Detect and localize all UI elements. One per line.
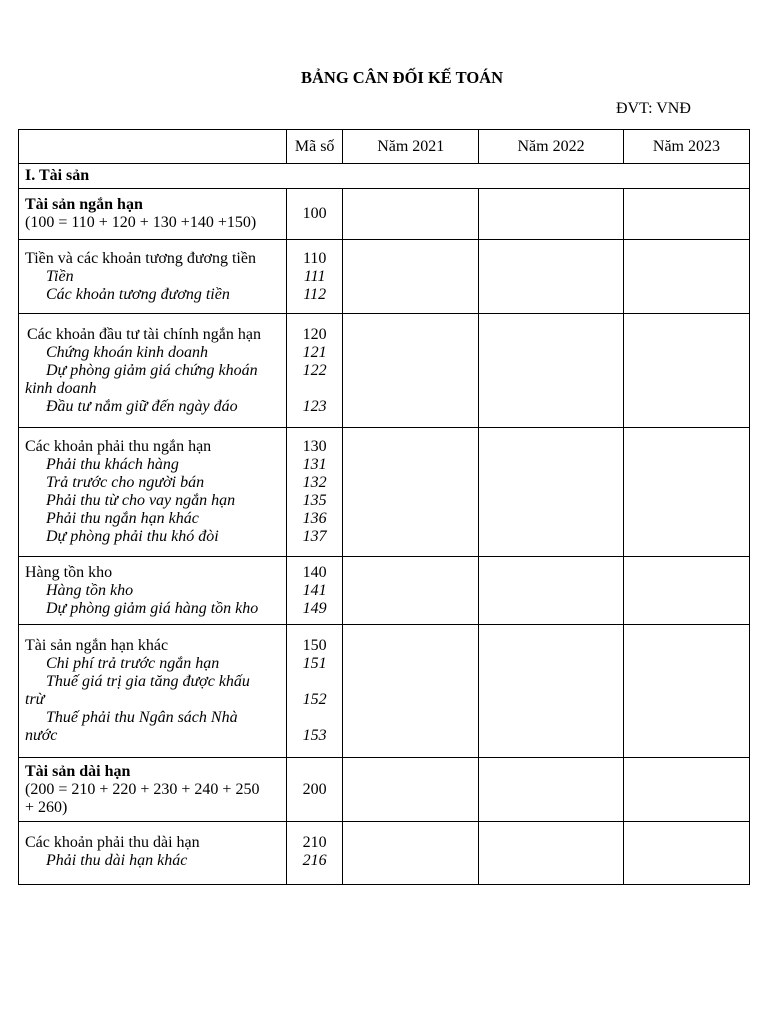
row-label: Các khoản đầu tư tài chính ngắn hạn (27, 325, 261, 343)
cell-2023 (623, 557, 749, 625)
cell-2021 (343, 758, 479, 822)
table-header-row (19, 130, 750, 164)
row-code: 200 (286, 758, 342, 822)
sub-code: 135 (302, 492, 327, 509)
row-label: Tài sản dài hạn (25, 762, 131, 780)
cell-2021 (343, 189, 479, 240)
currency-unit: ĐVT: VNĐ (616, 100, 691, 117)
cell-2021 (343, 557, 479, 625)
row-label-cell (19, 428, 287, 557)
table-row (19, 314, 750, 428)
sub-item-line: Thuế phải thu Ngân sách Nhà (46, 709, 238, 726)
row-code-cell (286, 822, 342, 885)
row-label: Tiền và các khoản tương đương tiền (25, 249, 256, 267)
cell-2022 (479, 625, 624, 758)
document-title: BẢNG CÂN ĐỐI KẾ TOÁN (300, 68, 503, 87)
row-label-cell (19, 240, 287, 314)
sub-item: Chi phí trả trước ngắn hạn (46, 655, 220, 672)
header-year-2022: Năm 2022 (479, 130, 624, 164)
cell-2022 (479, 240, 624, 314)
sub-code: 131 (302, 456, 327, 473)
row-label: Tài sản ngắn hạn khác (25, 637, 169, 654)
cell-2022 (479, 822, 624, 885)
sub-item-line: nước (25, 727, 58, 744)
cell-2023 (623, 625, 749, 758)
sub-code: 136 (302, 510, 327, 527)
row-label-cell (19, 189, 287, 240)
row-code-cell (286, 557, 342, 625)
header-code: Mã số (286, 130, 342, 164)
code-spacer (287, 709, 342, 727)
cell-2023 (623, 189, 749, 240)
cell-2021 (343, 625, 479, 758)
row-label: Các khoản phải thu ngắn hạn (25, 438, 212, 455)
sub-item: Phải thu dài hạn khác (46, 852, 188, 869)
sub-code: 141 (302, 581, 327, 599)
section-title: I. Tài sản (19, 164, 750, 189)
row-code: 120 (302, 325, 327, 343)
cell-2021 (343, 240, 479, 314)
row-formula: + 260) (25, 798, 68, 816)
row-code: 210 (302, 834, 327, 851)
sub-code: 112 (303, 285, 327, 303)
row-label-cell (19, 758, 287, 822)
table-row (19, 428, 750, 557)
row-label: Tài sản ngắn hạn (25, 196, 143, 213)
row-label: Hàng tồn kho (25, 563, 113, 581)
table-row (19, 557, 750, 625)
sub-code: 123 (302, 397, 327, 415)
table-row (19, 189, 750, 240)
header-year-2021: Năm 2021 (343, 130, 479, 164)
cell-2022 (479, 428, 624, 557)
sub-item-wrapped (25, 362, 284, 398)
row-label-cell (19, 625, 287, 758)
sub-item-wrapped (25, 673, 284, 709)
header-item (19, 130, 287, 164)
cell-2022 (479, 189, 624, 240)
sub-code: 153 (302, 727, 327, 744)
row-code-cell (286, 625, 342, 758)
table-row (19, 822, 750, 885)
row-code-cell (286, 314, 342, 428)
sub-item-line: Dự phòng giảm giá chứng khoán (46, 361, 258, 379)
cell-2022 (479, 758, 624, 822)
cell-2021 (343, 314, 479, 428)
sub-item: Phải thu từ cho vay ngắn hạn (46, 492, 236, 509)
sub-item: Chứng khoán kinh doanh (46, 343, 209, 361)
sub-item: Trả trước cho người bán (46, 474, 205, 491)
sub-item: Phải thu khách hàng (46, 456, 179, 473)
row-code: 110 (302, 249, 327, 267)
sub-item: Phải thu ngắn hạn khác (46, 510, 199, 527)
sub-item: Đầu tư nắm giữ đến ngày đáo (46, 397, 238, 415)
cell-2023 (623, 314, 749, 428)
balance-sheet-table (18, 129, 750, 885)
sub-item: Dự phòng giảm giá hàng tồn kho (46, 599, 259, 617)
row-label-cell (19, 822, 287, 885)
sub-code: 137 (302, 528, 327, 545)
sub-item: Hàng tồn kho (46, 581, 134, 599)
cell-2023 (623, 428, 749, 557)
sub-code: 122 (302, 361, 327, 379)
table-row (19, 625, 750, 758)
sub-item-line: Thuế giá trị gia tăng được khấu (46, 673, 250, 690)
row-label-cell (19, 314, 287, 428)
row-code: 100 (286, 189, 342, 240)
cell-2023 (623, 240, 749, 314)
code-spacer (287, 380, 342, 398)
sub-code: 151 (302, 655, 327, 672)
code-spacer (287, 673, 342, 691)
row-code-cell (286, 428, 342, 557)
table-row (19, 758, 750, 822)
row-code: 130 (302, 438, 327, 455)
sub-item: Các khoản tương đương tiền (46, 285, 230, 303)
row-code: 150 (302, 637, 327, 654)
cell-2022 (479, 557, 624, 625)
sub-code: 132 (302, 474, 327, 491)
cell-2021 (343, 428, 479, 557)
cell-2023 (623, 822, 749, 885)
table-row (19, 240, 750, 314)
header-year-2023: Năm 2023 (623, 130, 749, 164)
row-formula: (100 = 110 + 120 + 130 +140 +150) (25, 214, 257, 231)
row-label-cell (19, 557, 287, 625)
cell-2023 (623, 758, 749, 822)
sub-item: Dự phòng phải thu khó đòi (46, 528, 219, 545)
sub-code: 111 (303, 267, 326, 285)
sub-code: 149 (302, 599, 327, 617)
row-label: Các khoản phải thu dài hạn (25, 834, 200, 851)
sub-item-wrapped (25, 709, 284, 745)
sub-item: Tiền (46, 267, 74, 285)
sub-code: 121 (302, 343, 327, 361)
row-formula: (200 = 210 + 220 + 230 + 240 + 250 (25, 780, 260, 798)
sub-code: 152 (302, 691, 327, 708)
sub-item-line: trừ (25, 691, 45, 708)
section-row (19, 164, 750, 189)
sub-code: 216 (302, 852, 327, 869)
sub-item-line: kinh doanh (25, 379, 97, 397)
cell-2021 (343, 822, 479, 885)
cell-2022 (479, 314, 624, 428)
row-code-cell (286, 240, 342, 314)
row-code: 140 (302, 563, 327, 581)
